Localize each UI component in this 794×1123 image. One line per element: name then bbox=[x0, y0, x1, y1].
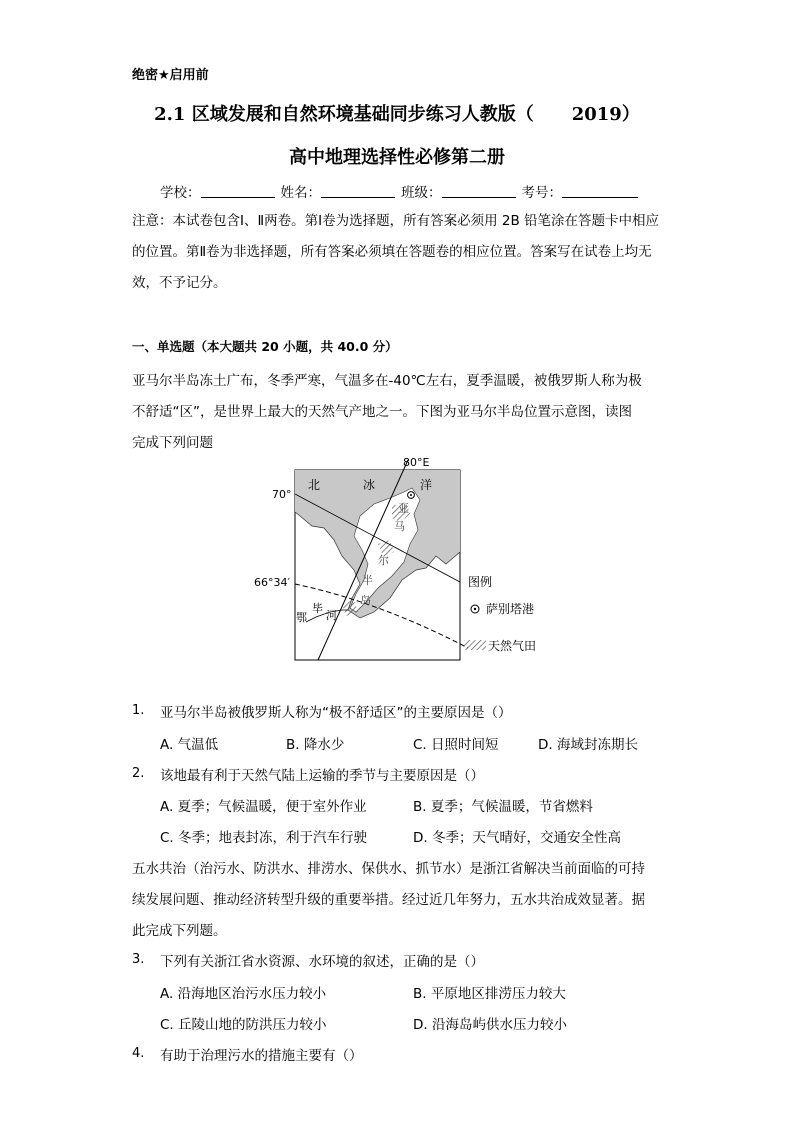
class-label: 班级： bbox=[401, 185, 442, 201]
q1-option-c[interactable]: C. 日照时间短 bbox=[413, 737, 499, 753]
legend-gas-label: 天然气田 bbox=[488, 639, 537, 653]
yamal-location-map bbox=[250, 452, 570, 667]
ocean-char-2: 冰 bbox=[363, 478, 376, 492]
exam-no-field[interactable] bbox=[562, 185, 638, 198]
peninsula-char-5: 岛 bbox=[360, 594, 371, 607]
question-1-number: 1. bbox=[132, 703, 145, 718]
q2-option-d[interactable]: D. 冬季；天气晴好，交通安全性高 bbox=[413, 830, 621, 846]
ocean-char-3: 洋 bbox=[420, 478, 433, 492]
legend-port-dot bbox=[474, 608, 476, 610]
page-title-line2: 高中地理选择性必修第二册 bbox=[289, 147, 505, 168]
q3-option-b[interactable]: B. 平原地区排涝压力较大 bbox=[413, 986, 566, 1002]
title-part2: 2019） bbox=[571, 104, 640, 125]
river-char-3: 河 bbox=[326, 609, 337, 622]
school-label: 学校： bbox=[160, 185, 201, 201]
river-char-2: 毕 bbox=[312, 602, 323, 615]
page-title-line1 bbox=[0, 100, 794, 126]
school-field[interactable] bbox=[201, 185, 275, 198]
meridian-label: 80°E bbox=[403, 456, 430, 469]
legend-port-label: 萨别塔港 bbox=[486, 602, 535, 616]
q1-option-b[interactable]: B. 降水少 bbox=[286, 737, 345, 753]
passage2-line2: 续发展问题、推动经济转型升级的重要举措。经过近几年努力，五水共治成效显著。据 bbox=[132, 892, 645, 908]
sabetta-port-dot bbox=[410, 494, 412, 496]
section-title: 一、单选题（本大题共 20 小题，共 40.0 分） bbox=[132, 339, 398, 354]
question-1-text: 亚马尔半岛被俄罗斯人称为“极不舒适区”的主要原因是（） bbox=[160, 705, 512, 721]
peninsula-char-1: 亚 bbox=[398, 502, 409, 515]
ocean-char-1: 北 bbox=[308, 478, 321, 492]
exam-no-label: 考号： bbox=[521, 185, 562, 201]
q3-option-c[interactable]: C. 丘陵山地的防洪压力较小 bbox=[160, 1017, 327, 1033]
latitude-70-label: 70° bbox=[272, 488, 292, 501]
q2-option-a[interactable]: A. 夏季；气候温暖，便于室外作业 bbox=[160, 799, 367, 815]
peninsula-char-3: 尔 bbox=[378, 554, 389, 567]
question-2-number: 2. bbox=[132, 766, 145, 781]
class-field[interactable] bbox=[442, 185, 516, 198]
name-label: 姓名： bbox=[280, 185, 321, 201]
peninsula-char-2: 马 bbox=[394, 520, 405, 533]
confidential-label: 绝密★启用前 bbox=[132, 68, 209, 83]
q2-option-b[interactable]: B. 夏季；气候温暖，节省燃料 bbox=[413, 799, 593, 815]
q3-option-d[interactable]: D. 沿海岛屿供水压力较小 bbox=[413, 1017, 567, 1033]
passage1-line2: 不舒适“区”，是世界上最大的天然气产地之一。下图为亚马尔半岛位置示意图，读图 bbox=[132, 404, 632, 420]
question-2-text: 该地最有利于天然气陆上运输的季节与主要原因是（） bbox=[160, 768, 484, 784]
q3-option-a[interactable]: A. 沿海地区治污水压力较小 bbox=[160, 986, 327, 1002]
name-field[interactable] bbox=[321, 185, 395, 198]
legend-title: 图例 bbox=[468, 575, 493, 589]
passage1-line3: 完成下列问题 bbox=[132, 435, 213, 451]
legend-gas-symbol bbox=[464, 640, 486, 650]
passage1-line1: 亚马尔半岛冻土广布，冬季严寒，气温多在-40℃左右，夏季温暖，被俄罗斯人称为极 bbox=[132, 373, 642, 389]
passage2-line1: 五水共治（治污水、防洪水、排涝水、保供水、抓节水）是浙江省解决当前面临的可持 bbox=[132, 861, 645, 877]
question-3-text: 下列有关浙江省水资源、水环境的叙述，正确的是（） bbox=[160, 954, 484, 970]
notice-text: 注意：本试卷包含Ⅰ、Ⅱ两卷。第Ⅰ卷为选择题，所有答案必须用 2B 铅笔涂在答题卡中相应的位置。第Ⅱ卷为非选择题，所有答案必须填在答题卷的相应位置。答案写在试卷上均无效，不予记分。 bbox=[132, 213, 660, 291]
q1-option-a[interactable]: A. 气温低 bbox=[160, 737, 219, 753]
peninsula-char-4: 半 bbox=[362, 574, 373, 587]
river-char-1: 鄂 bbox=[296, 611, 307, 624]
latitude-66-label: 66°34′ bbox=[254, 576, 290, 589]
q2-option-c[interactable]: C. 冬季；地表封冻，利于汽车行驶 bbox=[160, 830, 368, 846]
question-4-number: 4. bbox=[132, 1046, 145, 1061]
student-info-row bbox=[160, 181, 644, 201]
q1-option-d[interactable]: D. 海域封冻期长 bbox=[538, 737, 638, 753]
question-4-text: 有助于治理污水的措施主要有（） bbox=[160, 1048, 363, 1064]
title-part1: 2.1 区域发展和自然环境基础同步练习人教版（ bbox=[154, 104, 534, 125]
passage2-line3: 此完成下列题。 bbox=[132, 923, 227, 939]
question-3-number: 3. bbox=[132, 952, 145, 967]
